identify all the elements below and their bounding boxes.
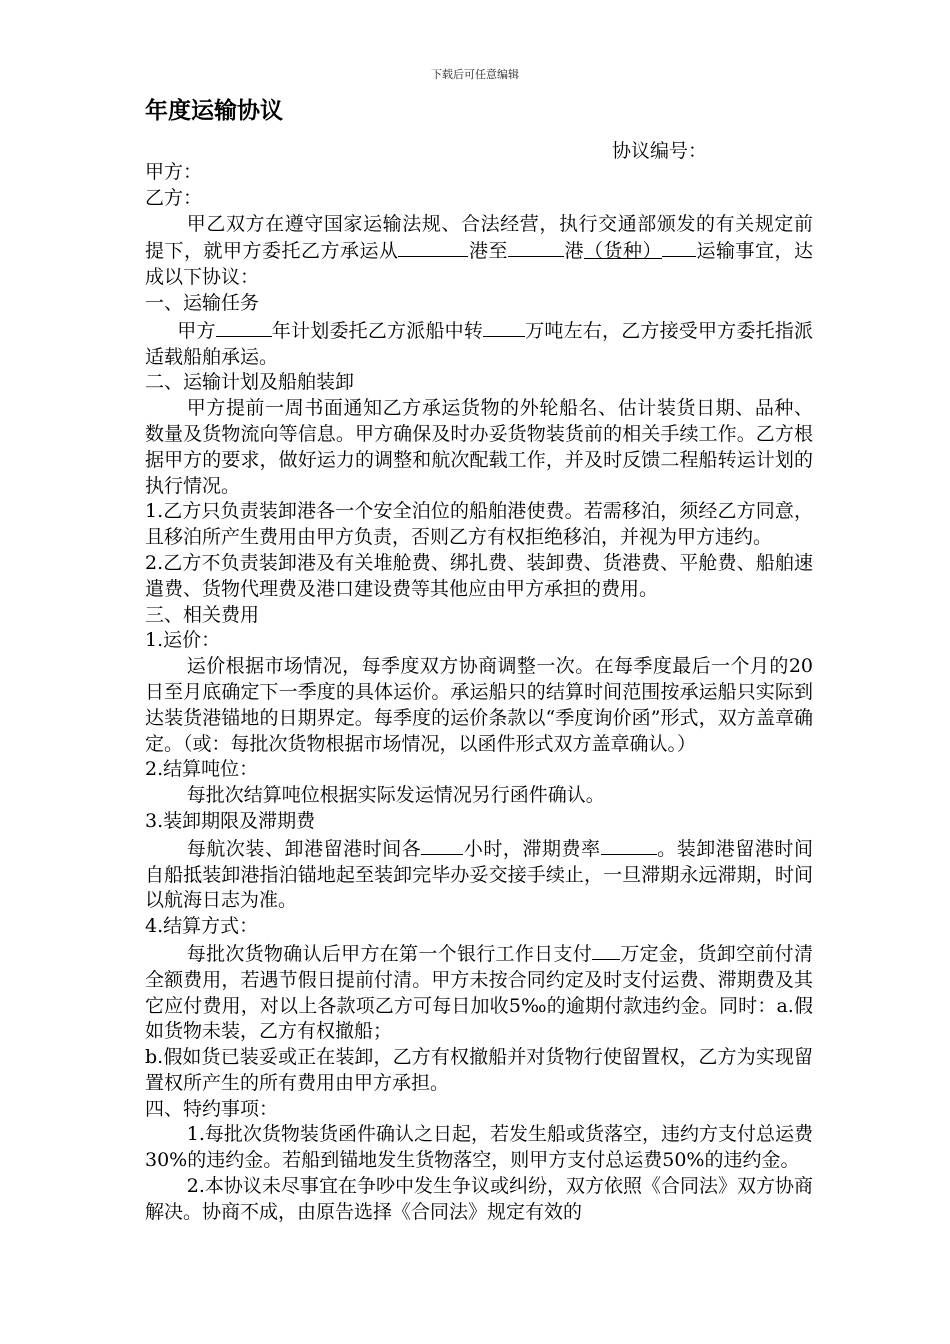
section1-text-c: 万吨左右，乙方接受甲方委托指派适载船舶承运。 — [145, 319, 813, 368]
intro-paragraph — [145, 212, 813, 291]
blank-destination-port — [508, 237, 564, 257]
blank-origin-port — [398, 237, 468, 257]
sub3-text-b: 小时，滞期费率 — [463, 837, 601, 860]
section4-heading: 四、特约事项： — [145, 1097, 279, 1120]
agreement-number-label: 协议编号： — [612, 140, 708, 162]
section2-heading: 二、运输计划及船舶装卸 — [145, 371, 355, 394]
header-note: 下载后可任意编辑 — [431, 68, 519, 81]
section3-sub2-heading: 2.结算吨位： — [145, 758, 259, 781]
section3-sub3-heading: 3.装卸期限及滞期费 — [145, 809, 316, 832]
blank-demurrage-rate — [601, 835, 657, 855]
document-title: 年度运输协议 — [145, 98, 283, 124]
document-body — [145, 160, 813, 1226]
blank-deposit — [592, 940, 620, 960]
blank-port-hours — [421, 835, 463, 855]
section3-heading: 三、相关费用 — [145, 603, 260, 626]
section3-sub1-heading: 1.运价： — [145, 629, 221, 652]
intro-text-end: 运输事宜，达成以下协议： — [145, 240, 813, 289]
section3-sub4-text — [145, 940, 813, 1045]
sub3-text-a: 每航次装、卸港留港时间各 — [186, 837, 422, 860]
section1-heading: 一、运输任务 — [145, 291, 260, 314]
section3-sub4-heading: 4.结算方式： — [145, 915, 259, 938]
section1-text-a: 甲方 — [177, 319, 216, 342]
intro-text: 甲乙双方在遵守国家运输法规、合法经营，执行交通部颁发的有关规定前提下，就甲方委托乙方承运从 — [145, 212, 813, 263]
blank-cargo — [662, 237, 696, 257]
intro-port-a: 港至 — [468, 240, 508, 263]
section1-text-b: 年计划委托乙方派船中转 — [271, 319, 484, 342]
sub4-text-b: 万定金，货卸空前付清全额费用，若遇节假日提前付清。甲方未按合同约定及时支付运费、滞期费及其它应付费用，对以上各款项乙方可每日加收5‰的逾期付款违约金。同时：a.假如货物未装，乙方有权撤船； — [145, 942, 813, 1043]
section4-item1: 1.每批次货物装货函件确认之日起，若发生船或货落空，违约方支付总运费30%的违约金。若船到锚地发生货物落空，则甲方支付总运费50%的违约金。 — [145, 1123, 813, 1172]
section2-paragraph: 甲方提前一周书面通知乙方承运货物的外轮船名、估计装货日期、品种、数量及货物流向等信息。甲方确保及时办妥货物装货前的相关手续工作。乙方根据甲方的要求，做好运力的调整和航次配载工作，并及时反馈二程船转运计划的执行情况。 — [145, 397, 813, 497]
intro-cargo-type: （货种） — [583, 240, 662, 263]
sub4-text-a: 每批次货物确认后甲方在第一个银行工作日支付 — [186, 942, 593, 965]
section3-sub4-text-b: b.假如货已装妥或正在装卸，乙方有权撤船并对货物行使留置权，乙方为实现留置权所产生的所有费用由甲方承担。 — [145, 1046, 813, 1094]
party-a-line: 甲方： — [145, 161, 203, 183]
section3-sub2-text: 每批次结算吨位根据实际发运情况另行函件确认。 — [186, 784, 605, 807]
section1-paragraph — [145, 317, 813, 371]
section3-sub1-text: 运价根据市场情况，每季度双方协商调整一次。在每季度最后一个月的20日至月底确定下一季度的具体运价。承运船只的结算时间范围按承运船只实际到达装货港锚地的日期界定。每季度的运价条款以“季度询价函”形式，双方盖章确定。（或：每批次货物根据市场情况，以函件形式双方盖章确认。） — [145, 655, 813, 755]
section2-item2: 2.乙方不负责装卸港及有关堆舱费、绑扎费、装卸费、货港费、平舱费、船舶速遣费、货物代理费及港口建设费等其他应由甲方承担的费用。 — [145, 551, 813, 600]
section2-item1: 1.乙方只负责装卸港各一个安全泊位的船舶港使费。若需移泊，须经乙方同意，且移泊所产生费用由甲方负责，否则乙方有权拒绝移泊，并视为甲方违约。 — [145, 500, 813, 549]
section3-sub3-text — [145, 835, 813, 914]
party-b-line: 乙方： — [145, 186, 203, 209]
sub3-text-c: 。装卸港留港时间自船抵装卸港指泊锚地起至装卸完毕办妥交接手续止，一旦滞期永远滞期，时间以航海日志为准。 — [145, 837, 813, 912]
blank-year — [216, 317, 272, 337]
blank-tonnage — [483, 317, 525, 337]
section4-item2: 2.本协议未尽事宜在争吵中发生争议或纠纷，双方依照《合同法》双方协商解决。协商不成，由原告选择《合同法》规定有效的 — [145, 1175, 813, 1223]
intro-port-b: 港 — [563, 240, 584, 263]
